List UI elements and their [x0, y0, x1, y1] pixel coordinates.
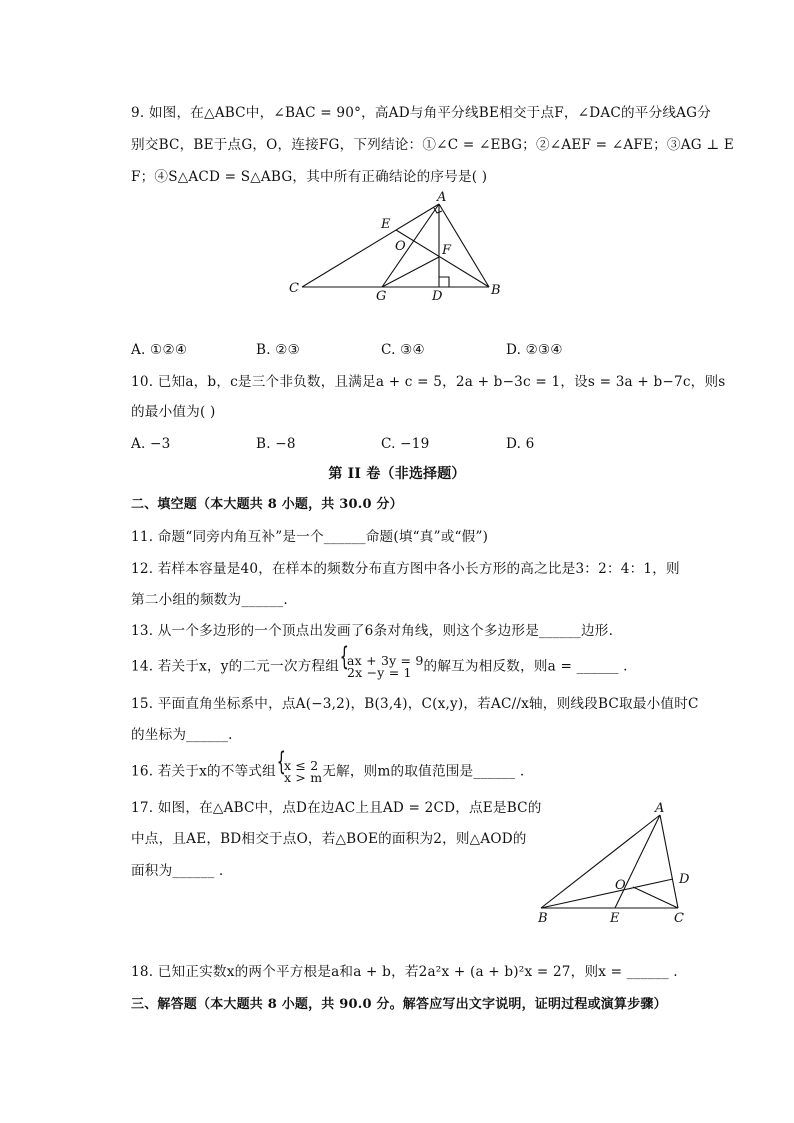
q15-line-2: 的坐标为______. — [131, 727, 233, 743]
q14-prefix: 14. 若关于x，y的二元一次方程组 — [131, 658, 340, 675]
q17-line-1: 17. 如图，在△ABC中，点D在边AC上且AD = 2CD，点E是BC的 — [131, 800, 542, 816]
label-C: C — [289, 281, 299, 296]
q12-line-1: 12. 若样本容量是40，在样本的频数分布直方图中各小长方形的高之比是3：2：4：1，则 — [131, 561, 680, 577]
q14-equation-system — [339, 655, 424, 679]
q16-suffix: 无解，则m的取值范围是______ . — [322, 763, 525, 780]
q14-eq2: 2x −y = 1 — [347, 665, 412, 680]
label-O: O — [395, 239, 406, 254]
q9-line-3: F；④S△ACD = S△ABG，其中所有正确结论的序号是( ) — [131, 169, 488, 185]
q16-ineq1: { x ≤ 2 — [283, 758, 319, 773]
q16 — [131, 760, 691, 784]
label-O: O — [615, 878, 626, 893]
label-A: A — [437, 190, 447, 205]
q14 — [131, 655, 691, 679]
q10-option-b: B. −8 — [256, 436, 296, 452]
label-D: D — [679, 872, 690, 887]
section-3-header: 三、解答题（本大题共 8 小题，共 90.0 分。解答应写出文字说明，证明过程或演算步骤） — [131, 997, 667, 1012]
q12-line-2: 第二小组的频数为______. — [131, 592, 288, 608]
label-D: D — [432, 289, 443, 304]
q10-option-a: A. −3 — [131, 436, 171, 452]
q18: 18. 已知正实数x的两个平方根是a和a + b，若2a²x + (a + b)²x = 27，则x = ______ . — [131, 964, 678, 980]
label-G: G — [376, 289, 387, 304]
q9-triangle-figure — [280, 188, 510, 308]
q13: 13. 从一个多边形的一个顶点出发画了6条对角线，则这个多边形是______边形. — [131, 623, 614, 639]
q16-prefix: 16. 若关于x的不等式组 — [131, 763, 276, 780]
q9-line-1: 9. 如图，在△ABC中，∠BAC = 90°，高AD与角平分线BE相交于点F，∠DAC的平分线AG分 — [131, 105, 712, 121]
label-A: A — [655, 801, 665, 816]
section-2-header: 二、填空题（本大题共 8 小题，共 30.0 分） — [131, 497, 403, 512]
label-B: B — [491, 283, 501, 298]
q11: 11. 命题“同旁内角互补”是一个______命题(填“真”或“假”) — [131, 529, 489, 545]
q9-option-b: B. ②③ — [256, 342, 301, 358]
q15-line-1: 15. 平面直角坐标系中，点A(−3,2)，B(3,4)，C(x,y)，若AC//x轴，则线段BC取最小值时C — [131, 696, 699, 712]
label-E: E — [610, 911, 620, 926]
q10-options — [131, 434, 691, 454]
q17-line-3: 面积为______ . — [131, 863, 224, 879]
label-B: B — [538, 911, 548, 926]
q10-line-1: 10. 已知a，b，c是三个非负数，且满足a + c = 5，2a + b−3c = 1，设s = 3a + b−7c，则s — [131, 374, 726, 390]
q9-option-d: D. ②③④ — [506, 342, 563, 358]
part-2-title: 第 II 卷（非选择题） — [328, 466, 466, 482]
label-F: F — [442, 243, 452, 258]
q16-inequality-system — [276, 760, 322, 784]
q17-triangle-figure — [530, 795, 700, 930]
q9-option-c: C. ③④ — [381, 342, 425, 358]
q17-line-2: 中点，且AE，BD相交于点O，若△BOE的面积为2，则△AOD的 — [131, 831, 527, 847]
q16-ineq2: x > m — [283, 770, 323, 785]
q9-options — [131, 340, 691, 360]
q10-option-c: C. −19 — [381, 436, 430, 452]
q10-line-2: 的最小值为( ) — [131, 404, 216, 420]
label-E: E — [381, 217, 391, 232]
q9-option-a: A. ①②④ — [131, 342, 188, 358]
q9-line-2: 别交BC，BE于点G，O，连接FG，下列结论：①∠C = ∠EBG；②∠AEF = ∠AFE；③AG ⊥ E — [131, 137, 734, 153]
q14-eq1: { ax + 3y = 9 — [347, 653, 424, 668]
q10-option-d: D. 6 — [506, 436, 535, 452]
label-C: C — [674, 911, 684, 926]
q14-suffix: 的解互为相反数，则a = ______ . — [423, 658, 628, 675]
